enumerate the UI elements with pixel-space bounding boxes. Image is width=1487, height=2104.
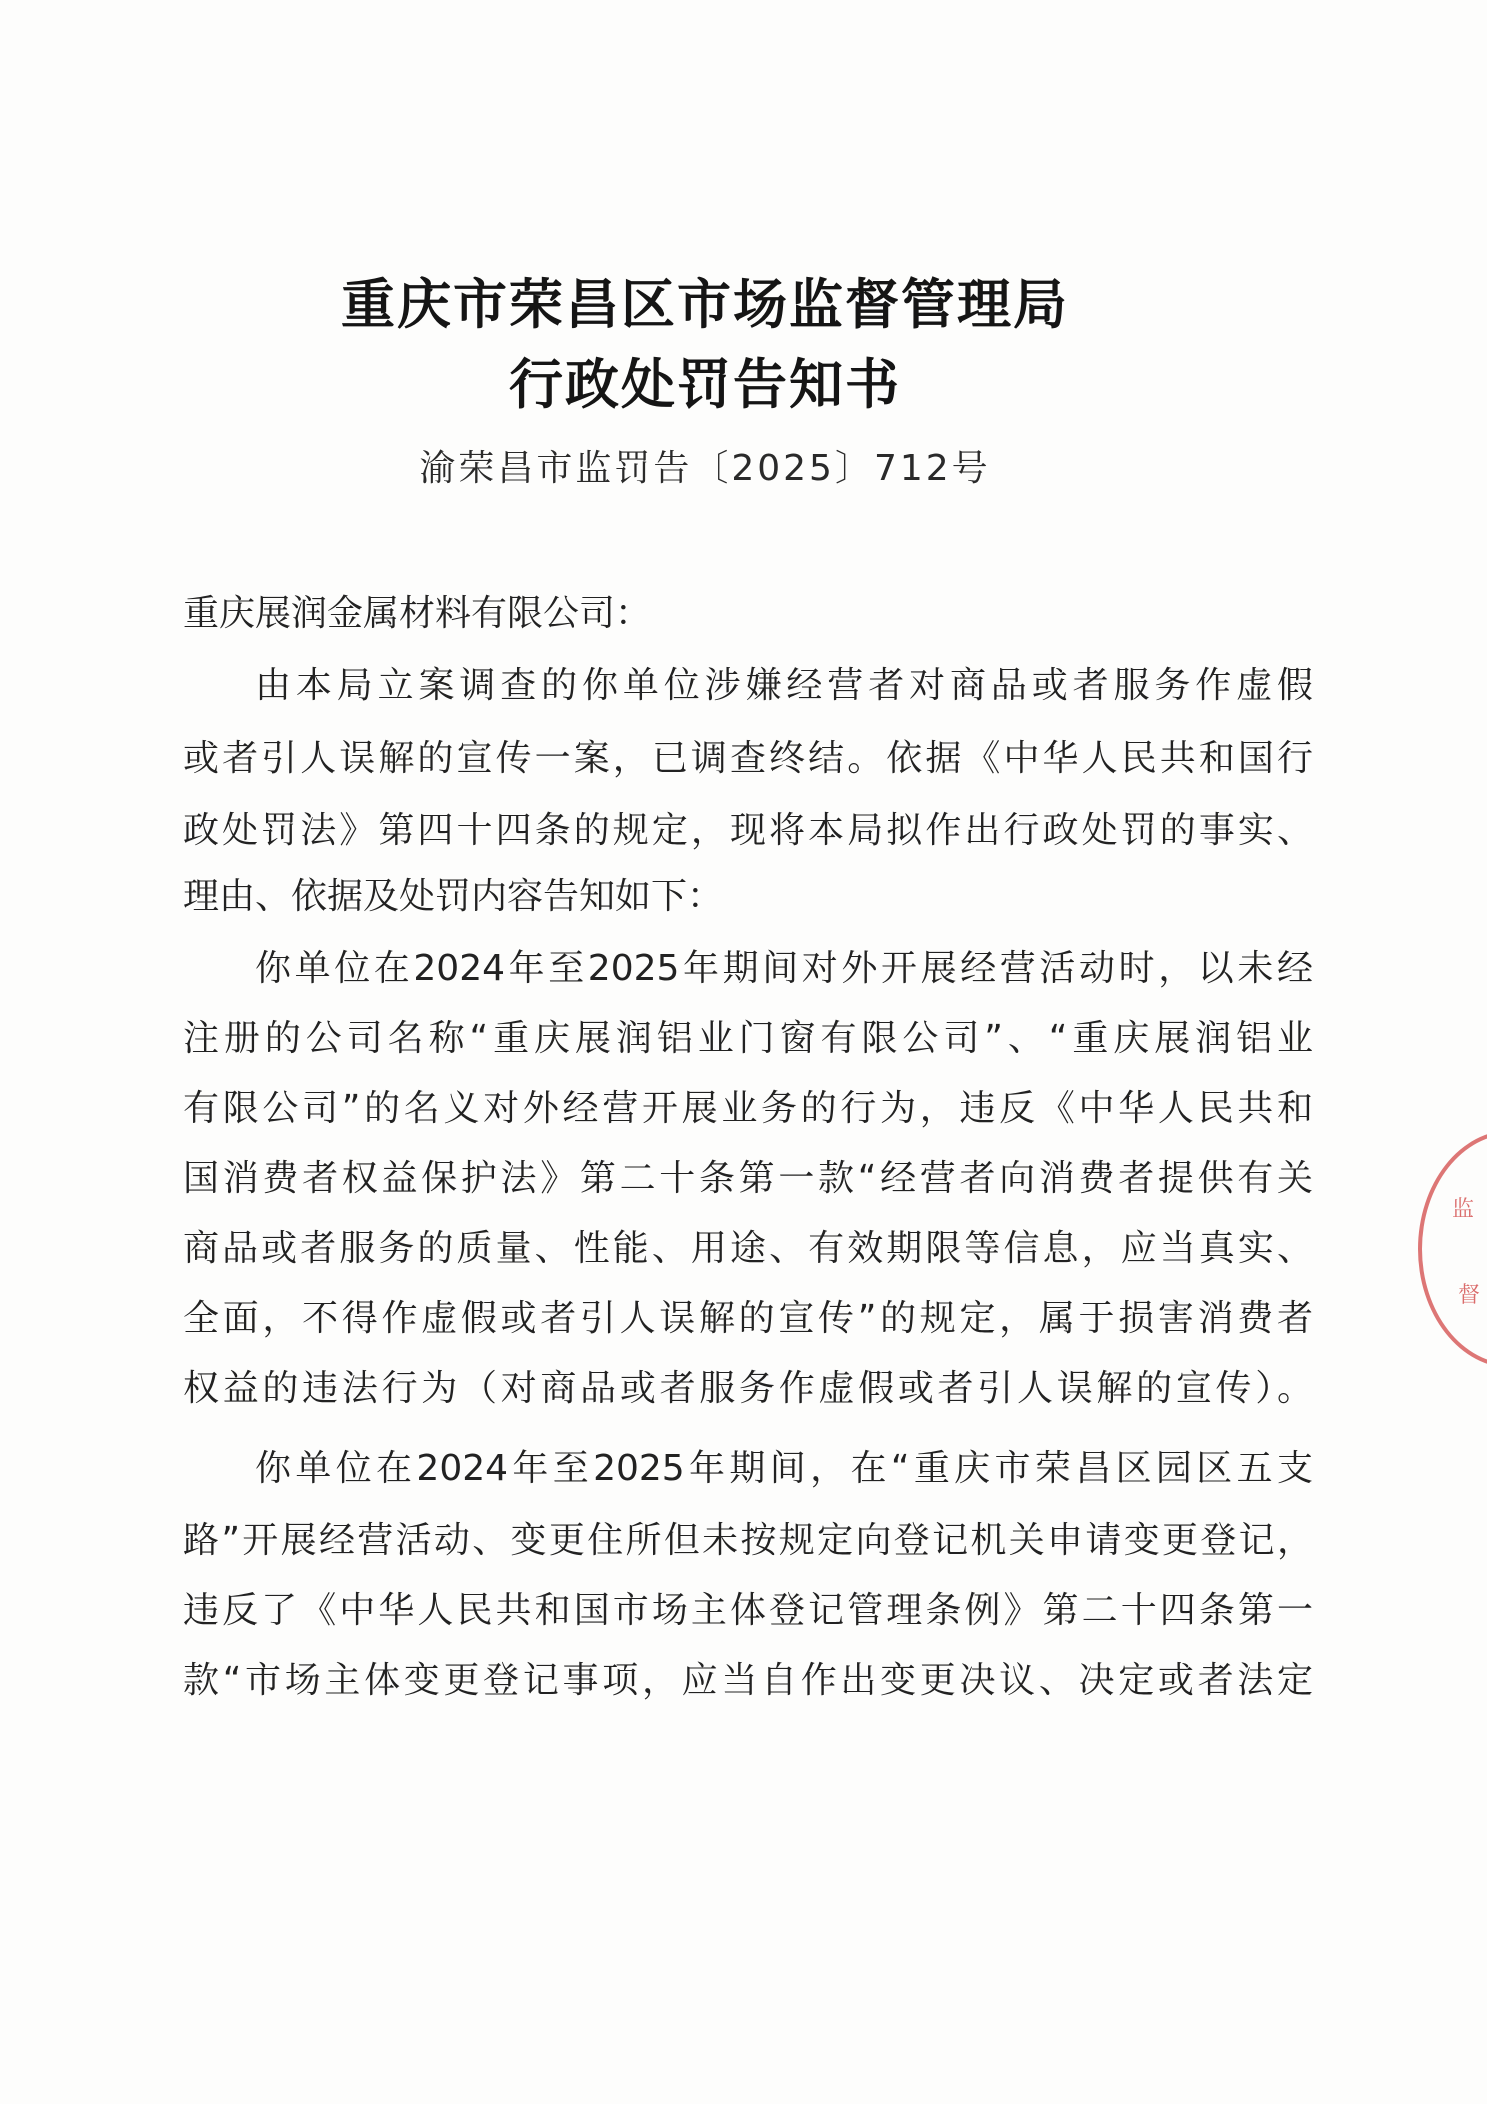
- body-line: 违反了《中华人民共和国市场主体登记管理条例》第二十四条第一: [183, 1590, 1313, 1631]
- document-title: 行政处罚告知书: [509, 352, 901, 416]
- body-line: 注册的公司名称“重庆展润铝业门窗有限公司”、“重庆展润铝业: [183, 1018, 1313, 1059]
- addressee: 重庆展润金属材料有限公司：: [183, 593, 652, 634]
- body-line: 全面，不得作虚假或者引人误解的宣传”的规定，属于损害消费者: [183, 1298, 1313, 1339]
- body-line: 你单位在2024年至2025年期间对外开展经营活动时，以未经: [255, 948, 1313, 989]
- body-line: 你单位在2024年至2025年期间，在“重庆市荣昌区园区五支: [255, 1448, 1313, 1489]
- body-line: 政处罚法》第四十四条的规定，现将本局拟作出行政处罚的事实、: [183, 810, 1313, 851]
- seal-mark: 监: [1452, 1197, 1475, 1222]
- body-line: 款“市场主体变更登记事项，应当自作出变更决议、决定或者法定: [183, 1660, 1313, 1701]
- body-line: 商品或者服务的质量、性能、用途、有效期限等信息，应当真实、: [183, 1228, 1313, 1269]
- seal-mark: 督: [1458, 1283, 1481, 1308]
- body-line: 路”开展经营活动、变更住所但未按规定向登记机关申请变更登记，: [183, 1520, 1313, 1561]
- body-line: 有限公司”的名义对外经营开展业务的行为，违反《中华人民共和: [183, 1088, 1313, 1129]
- agency-title: 重庆市荣昌区市场监督管理局: [341, 272, 1069, 336]
- body-line: 由本局立案调查的你单位涉嫌经营者对商品或者服务作虚假: [255, 665, 1313, 706]
- body-line: 权益的违法行为（对商品或者服务作虚假或者引人误解的宣传）。: [183, 1368, 1313, 1409]
- body-line: 理由、依据及处罚内容告知如下：: [183, 876, 724, 917]
- document-number: 渝荣昌市监罚告〔2025〕712号: [419, 448, 991, 489]
- body-line: 或者引人误解的宣传一案，已调查终结。依据《中华人民共和国行: [183, 738, 1313, 779]
- body-line: 国消费者权益保护法》第二十条第一款“经营者向消费者提供有关: [183, 1158, 1313, 1199]
- official-seal: [1418, 1130, 1487, 1368]
